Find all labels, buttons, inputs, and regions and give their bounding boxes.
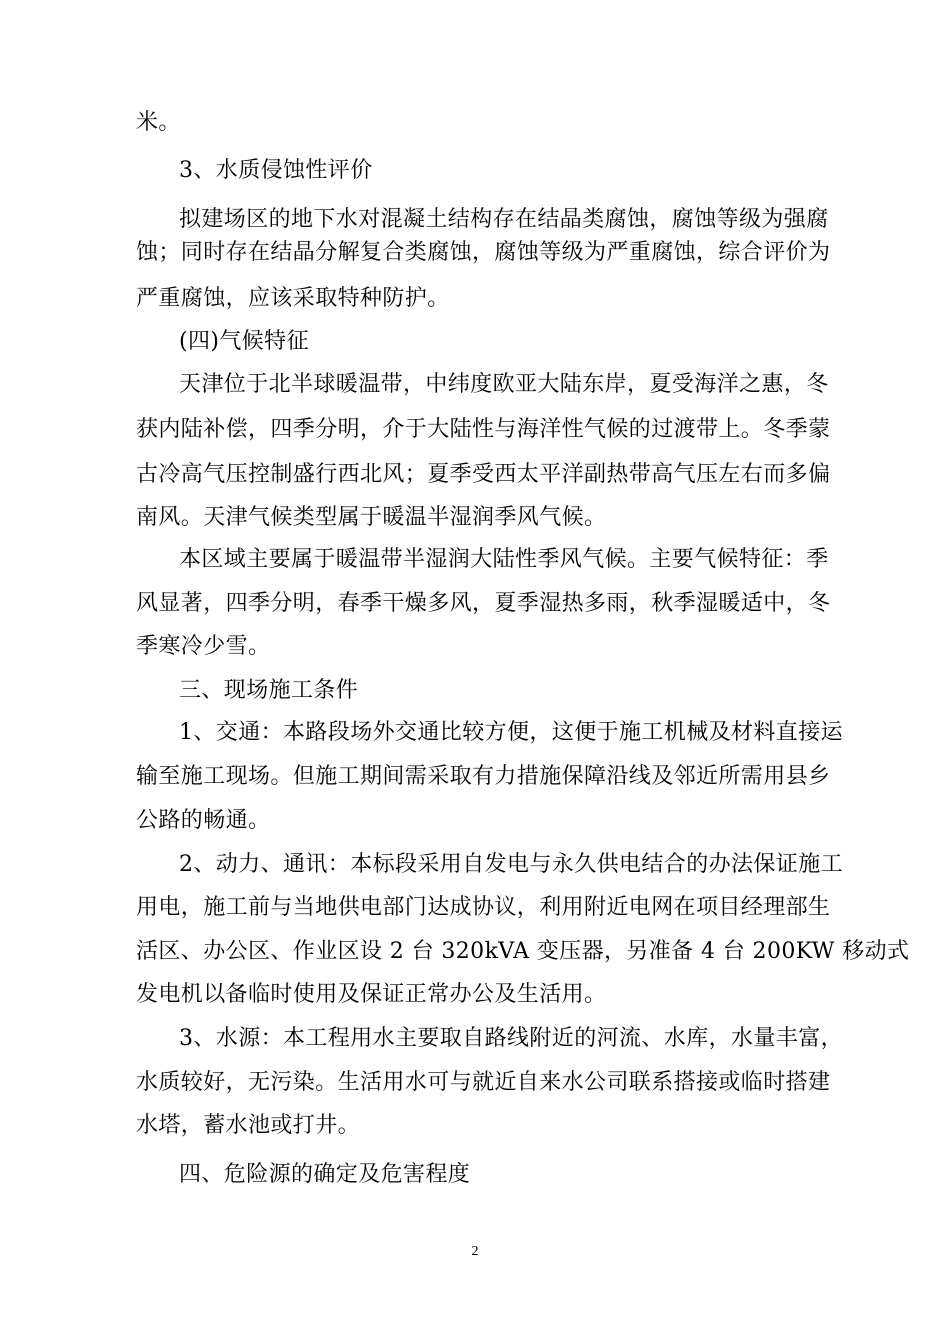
page-number: 2 xyxy=(471,1244,479,1259)
body-text-line: 活区、办公区、作业区设 2 台 320kVA 变压器，另准备 4 台 200KW 移动式 xyxy=(136,939,910,964)
body-text-line: 水质较好，无污染。生活用水可与就近自来水公司联系搭接或临时搭建 xyxy=(136,1070,831,1095)
body-text-line: 天津位于北半球暖温带，中纬度欧亚大陆东岸，夏受海洋之惠，冬 xyxy=(179,372,829,397)
body-text-line: 用电，施工前与当地供电部门达成协议，利用附近电网在项目经理部生 xyxy=(136,895,831,920)
body-text-line: 发电机以备临时使用及保证正常办公及生活用。 xyxy=(136,982,607,1007)
body-text-line: 季寒冷少雪。 xyxy=(136,634,271,659)
body-text-line: 3、水源：本工程用水主要取自路线附近的河流、水库，水量丰富， xyxy=(179,1026,843,1051)
body-text-line: 拟建场区的地下水对混凝土结构存在结晶类腐蚀，腐蚀等级为强腐 xyxy=(179,207,829,232)
section-heading: 3、水质侵蚀性评价 xyxy=(179,158,373,183)
section-heading: 三、现场施工条件 xyxy=(179,678,359,703)
body-text-line: 公路的畅通。 xyxy=(136,808,271,833)
body-text-line: 本区域主要属于暖温带半湿润大陆性季风气候。主要气候特征：季 xyxy=(179,547,829,572)
body-text-line: 米。 xyxy=(136,110,181,135)
body-text-line: 获内陆补偿，四季分明，介于大陆性与海洋性气候的过渡带上。冬季蒙 xyxy=(136,417,831,442)
section-heading: 四、危险源的确定及危害程度 xyxy=(179,1162,471,1187)
body-text-line: 2、动力、通讯：本标段采用自发电与永久供电结合的办法保证施工 xyxy=(179,852,843,877)
body-text-line: 古冷高气压控制盛行西北风；夏季受西太平洋副热带高气压左右而多偏 xyxy=(136,462,831,487)
body-text-line: 输至施工现场。但施工期间需采取有力措施保障沿线及邻近所需用县乡 xyxy=(136,764,831,789)
body-text-line: 风显著，四季分明，春季干燥多风，夏季湿热多雨，秋季湿暖适中，冬 xyxy=(136,591,831,616)
section-heading: (四)气候特征 xyxy=(179,329,309,354)
body-text-line: 1、交通：本路段场外交通比较方便，这便于施工机械及材料直接运 xyxy=(179,720,843,745)
body-text-line: 南风。天津气候类型属于暖温半湿润季风气候。 xyxy=(136,505,607,530)
body-text-line: 水塔，蓄水池或打井。 xyxy=(136,1113,361,1138)
body-text-line: 蚀；同时存在结晶分解复合类腐蚀，腐蚀等级为严重腐蚀，综合评价为 xyxy=(136,240,831,265)
body-text-line: 严重腐蚀，应该采取特种防护。 xyxy=(136,286,450,311)
